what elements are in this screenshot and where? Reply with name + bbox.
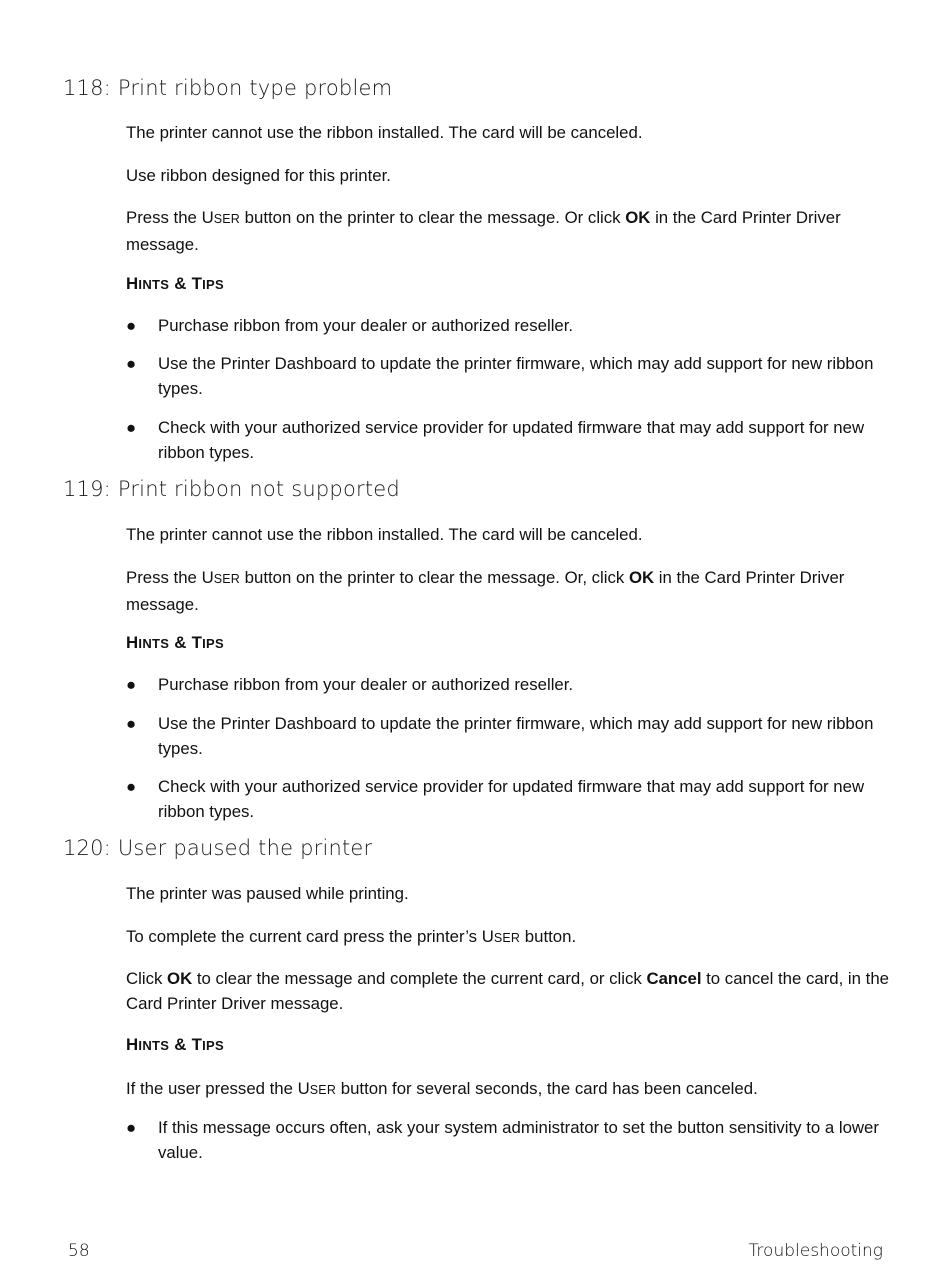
cancel-label: Cancel	[646, 969, 702, 988]
ok-label: OK	[628, 568, 655, 587]
text-run: Click	[126, 969, 168, 988]
hints-ints: INTS	[138, 1038, 170, 1053]
list-item	[126, 1115, 896, 1165]
hints-h: H	[126, 633, 139, 652]
text-run: Press the	[126, 208, 202, 227]
text-run: If the user pressed the	[126, 1079, 298, 1098]
hints-h: H	[126, 1035, 139, 1054]
user-key-label-rest: SER	[309, 1083, 337, 1097]
text-run: in the Card Printer Driver message.	[126, 208, 841, 254]
list-item	[126, 313, 896, 338]
hints-t: T	[191, 633, 203, 652]
list-item-text: Use the Printer Dashboard to update the printer firmware, which may add support for new ribbon types.	[158, 354, 874, 398]
hints-tips-heading	[126, 633, 224, 653]
list-item	[126, 711, 896, 761]
section-heading-120: 120: User paused the printer	[63, 836, 373, 860]
paragraph	[126, 1076, 896, 1103]
paragraph	[126, 205, 896, 257]
list-item-text: Purchase ribbon from your dealer or authorized reseller.	[158, 675, 574, 694]
bullet-icon: ●	[126, 316, 137, 335]
bullet-icon: ●	[126, 777, 137, 796]
text-run: Press the	[126, 568, 202, 587]
paragraph	[126, 924, 896, 951]
text-run: To complete the current card press the printer’s	[126, 927, 482, 946]
user-key-label: U	[201, 208, 214, 227]
paragraph: Use ribbon designed for this printer.	[126, 166, 391, 185]
text-run: button on the printer to clear the message. Or, click	[240, 568, 629, 587]
hints-ints: INTS	[138, 277, 170, 292]
list-item	[126, 774, 896, 824]
paragraph	[126, 966, 896, 1016]
text-run: to clear the message and complete the current card, or click	[192, 969, 647, 988]
text-run: button.	[520, 927, 577, 946]
hints-amp: &	[169, 1035, 192, 1054]
list-item-text: Check with your authorized service provider for updated firmware that may add support for new ribbon types.	[158, 418, 865, 462]
list-item-text: Purchase ribbon from your dealer or authorized reseller.	[158, 316, 574, 335]
user-key-label: U	[201, 568, 214, 587]
hints-tips-heading	[126, 1035, 224, 1055]
list-item	[126, 672, 896, 697]
paragraph: The printer was paused while printing.	[126, 884, 409, 903]
hints-h: H	[126, 274, 139, 293]
hints-ips: IPS	[202, 636, 224, 651]
list-item-text: If this message occurs often, ask your system administrator to set the button sensitivity to a lower value.	[158, 1118, 879, 1162]
hints-tips-heading	[126, 274, 224, 294]
hints-ints: INTS	[138, 636, 170, 651]
hints-amp: &	[169, 274, 192, 293]
list-item-text: Use the Printer Dashboard to update the printer firmware, which may add support for new ribbon types.	[158, 714, 874, 758]
bullet-icon: ●	[126, 354, 137, 373]
user-key-label: U	[297, 1079, 310, 1098]
section-heading-119: 119: Print ribbon not supported	[63, 477, 400, 501]
hints-amp: &	[169, 633, 192, 652]
bullet-icon: ●	[126, 675, 137, 694]
bullet-icon: ●	[126, 1118, 137, 1137]
paragraph: The printer cannot use the ribbon installed. The card will be canceled.	[126, 123, 643, 142]
paragraph	[126, 565, 896, 617]
footer-section-title: Troubleshooting	[748, 1241, 883, 1261]
hints-ips: IPS	[202, 1038, 224, 1053]
hints-t: T	[191, 274, 203, 293]
text-run: in the Card Printer Driver message.	[126, 568, 845, 614]
list-item	[126, 351, 896, 401]
ok-label: OK	[625, 208, 651, 227]
paragraph: The printer cannot use the ribbon installed. The card will be canceled.	[126, 525, 643, 544]
user-key-label-rest: SER	[493, 931, 521, 945]
list-item-text: Check with your authorized service provider for updated firmware that may add support for new ribbon types.	[158, 777, 865, 821]
text-run: button for several seconds, the card has been canceled.	[336, 1079, 758, 1098]
text-run: button on the printer to clear the message. Or click	[240, 208, 626, 227]
page-number: 58	[68, 1241, 90, 1261]
bullet-icon: ●	[126, 418, 137, 437]
hints-ips: IPS	[202, 277, 224, 292]
user-key-label-rest: SER	[213, 572, 240, 586]
section-heading-118: 118: Print ribbon type problem	[63, 76, 393, 100]
hints-t: T	[191, 1035, 203, 1054]
bullet-icon: ●	[126, 714, 137, 733]
list-item	[126, 415, 896, 465]
ok-label: OK	[167, 969, 193, 988]
text-run: to cancel the card, in the Card Printer Driver message.	[126, 969, 889, 1013]
user-key-label-rest: SER	[213, 212, 240, 226]
user-key-label: U	[481, 927, 494, 946]
